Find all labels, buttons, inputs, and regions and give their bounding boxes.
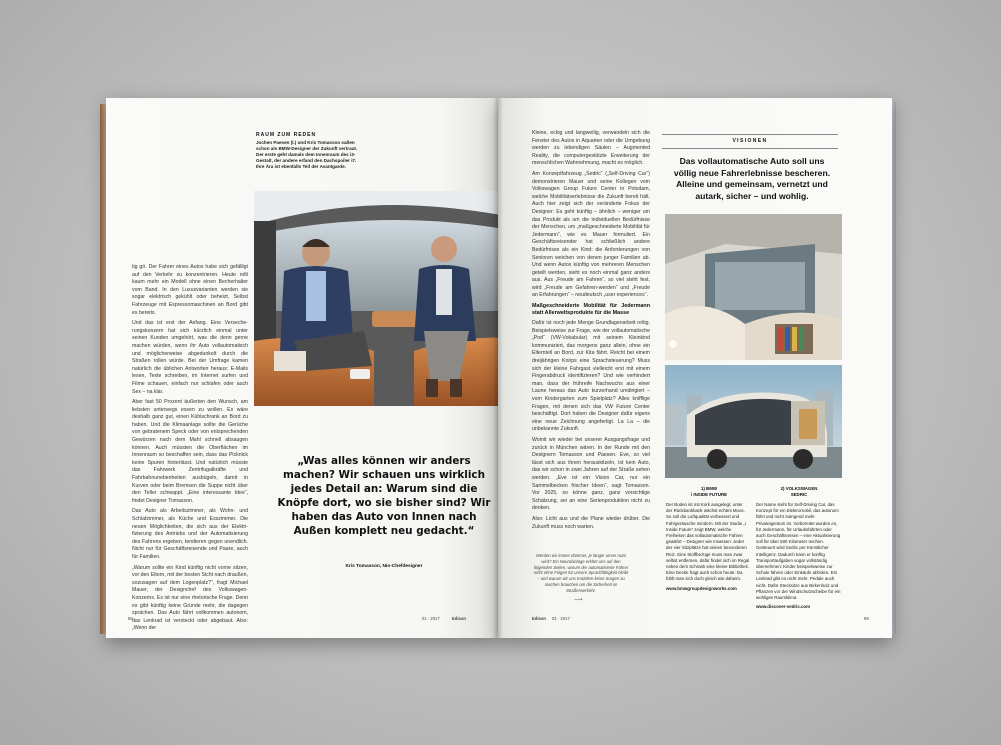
paragraph: Kleine, eckig und langweilig, verwandeln sich die Fenster des Autos in Aquarien oder die Umgebung werden zu lebendigen Säulen – Augmented Reality, die computergestützte Erweiterung der menschlichen Wahrnehmung, macht es möglich. (532, 130, 650, 167)
bmw-link[interactable]: www.bmwgroupdesignworks.com (666, 585, 737, 591)
sidebar-bmw (666, 502, 750, 592)
sedric-car-image (665, 365, 842, 478)
paragraph: Am Konzeptfahrzeug „Sedric“ („Self-Driving Car“) demonstrieren Mauer und seine Kollegen vom Volkswagen Group Future Center in Potsdam, welche Mobilitätserlebnisse die Zukunft bereit hält. Auch hier zeigt sich der veränderte Fokus der Designer: Es geht künftig – ähnlich – weniger um das Produkt als um die individuellen Bedürfnisse der Menschen, um „maßgeschneiderte Mobilität für Jedermann“, wie es Mauer formuliert. Ein Geschäftsreisender hat schließlich andere Bedürfnisse als ein Kind: die Anforderungen von Senioren weichen von denen junger Familien ab. Und wenn Autos künftig von mehreren Menschen geteilt werden, sieht es noch einmal ganz anders aus. Aus „Freude am Fahren“, so viel steht fest, wird „Freude am Gefahren-werden“ und „Freude an Erfahrungen“ – neudeutsch „user experiences“. (532, 170, 650, 299)
lead-text: Das vollautomatische Auto soll uns völlig neue Fahrerlebnisse bescheren. Alleine und gemeinsam, vernetzt und autark, sicher – und wohlig. (673, 156, 831, 201)
bmw-interior-image (665, 214, 842, 360)
page-number-right: 89 (864, 616, 869, 621)
right-column (532, 130, 650, 534)
paragraph: tig gö. Der Fahrer eines Autos habe sich gefälligt auf den Verkehr zu konzentrieren. Heute rollt kaum mehr ein Modell ohne einen Becherhalter vom Band. In den Luxusvarianten werden sie sogar elektrisch gekühlt oder beheizt. Selbst Fahrzeuge mit Espressomaschinen an Bord gibt es bereits. (132, 264, 248, 316)
issue-date-left: 01 · 2017 (422, 616, 440, 621)
paragraph: Dafür ist noch jede Menge Grundlagenarbeit nötig. Beispielsweise zur Frage, wie der vollautomatische „Pod“ (VW-Vokabular) mit seinem Kleinkind kommuniziert, das morgens ganz allein, ohne ein Elternteil an Bord, zur Kita fährt. Reicht bei einem dreijährigen Knirps eine Sprachsteuerung? Muss sich der kleine Fahrgast vielleicht erst mit einem Fingerabdruck identifizieren? Und wie verhindert man, dass der frühreife Nachwuchs aus einer Laune heraus das Auto kurzerhand umdirigiert – vom Kindergarten zum Spielplatz? Alles knifflige Fragen, mit denen sich das VW Future Center beschäftigt. Dort haben die Designer dafür eigens eine neue Zeichnung angefertigt. La La – die unbekannte Zukunft. (532, 320, 650, 433)
bmw-interior-illustration (665, 214, 842, 360)
left-page (106, 98, 498, 638)
sidebar-text: Der Name steht für Self-Driving Car, das Konzept für ein Elektromobil, das autonom fährt und nicht zwingend mehr Privateigentum ist. Vorbereitet wurden es, für Jedermann, für Urlaubsfahrten oder auch Geschäftsreisen – eine Aktualisierung soll für über 500 Kilometer reichen. Gesteuert wird Sedric per Künstlicher Intelligenz. Dadurch kann er künftig Transportaufgaben sogar vollständig übernehmen: Kinder beispielsweise zur Schule fahren oder Einkäufe abholen. Ein Lenkrad gibt es nicht mehr. Pedale auch nicht. Dafür Stecksitze aus Birkenholz und Pflanzen vor der Windschutzscheibe für ein wohliges Raumklima. (756, 502, 841, 601)
paragraph: Aber fast 50 Prozent äußerten den Wunsch, am liebsten unterwegs essen zu wollen. Es wäre deshalb ganz gut, einen Kühlschrank an Bord zu haben. Und die Klimaanlage sollte die Gerüche von gebratenem Speck oder von entsprechenden Gewürzen nach dem Mahl schnell absaugen können. Auch müssten die Oberflächen im Innenraum so beschaffen sein, dass das Picknick keine Spuren hinterlässt. Und natürlich müsste das Fahrwerk Zentrifugalkräfte und Fahrbahnunebenheiten ausbügeln, damit in Kurven oder beim Bremsen die Suppe nicht über den Teller schwappt. „Eine interessante Idee“, findet Designer Tomasson. (132, 399, 248, 504)
page-number-left: 88 (128, 616, 133, 621)
issue-date-right: 01 · 2017 (552, 616, 570, 621)
sidebar-sedric (756, 502, 842, 610)
caption-bmw-title: 1) BMW i INSIDE FUTURE (690, 486, 728, 497)
caption-sedric-title: 2) VOLKSWAGEN SEDRIC (780, 486, 818, 497)
divider (662, 134, 838, 135)
paragraph: Und das ist erst der Anfang. Eine Versecherungskonzern hat sich kürzlich einmal unter seinen Kunden umgehört, was die denn gerne machen würden, wenn ihr Auto vollautomatisch und möglicherweise abgedunkelt durch die Straßen rollen würde. Bei der Umfrage kamen natürlich die üblichen Antworten heraus: E-Mails lesen, Texte schreiben, im Internet surfen und Filme schauen, einfach nur schlafen oder auch Sex – na klar. (132, 320, 248, 395)
teaser-note: Werden wir immer dümmer, je länger unser Auto wird? Ein Neurobiologe erklärt uns auf den folgenden Seiten, warum der automatisierte Fahrer nicht ohne Folgen für unsere Sprachfähigkeit bleibt – und warum wir uns trotzdem keine Sorgen zu machen brauchen um die Sicherheit im Straßenverkehr. (533, 553, 629, 593)
pull-quote: „Was alles können wir anders machen? Wir schauen uns wirklich jedes Detail an: Warum sind die Knöpfe dort, wo sie bisher sind? Wir haben das Auto von Innen nach Außen komplett neu gedacht.“ (277, 455, 491, 537)
sidebar-text: Der Boden ist mit Kork ausgelegt, unter der Rückbankbank wächst echtes Moos. So soll die Luftqualität verbessert und Fahrgeräusche mindern. Mit der Studie „i Inside Future“ zeigt BMW, welche Freiheiten das vollautomatische Fahren gewährt – Designer wie Insassen: Jeder der vier Sitzplätze hat seinen besonderen Reiz. Eine Stoffbezüge muss man zwar selbst entfernen, dafür findet sich im Regal neben dem Schrank eine kleine Bibliothek. Eine Decke fragt auch schon heute: Da fühlt man sich doch gleich wie daheim. (666, 502, 750, 582)
paragraph: Womit wir wieder bei unserer Ausgangsfrage und zurück in München wären. In der Runde mit den Designern Tomasson und Paesen. Eve, so viel lässt sich aus ihnen herauskitzeln, ist kein Auto, das wir schon in zwei Jahren auf der Straße sehen werden. „Eve ist ein Vision Car, nur ein Sammelbecken frischer Ideen“, sagt Tomasson. Vor 2025, so könne ganz, ganz vorsichtige Schätzung, sei an eine Serienproduktion nicht zu denken. (532, 436, 650, 512)
left-column (132, 264, 248, 636)
photo-caption: Jochen Paesen (l.) und Kris Tomasson saßen schon als BMW-Designer der Zukunft vertraut. Der erste geht damals dem Innenraum des i3-Gestalt, der andere erfand den Dachspoiler i7. Ihre Ära ist ebenfalls Teil der Avantgarde. (256, 140, 358, 169)
magazine-name-left: Edison (452, 616, 466, 621)
sedric-link[interactable]: www.discover-sedric.com (756, 604, 811, 610)
quote-author: Kris Tomasson, Nio-Chefdesigner (345, 564, 423, 569)
section-label: VISIONEN (732, 138, 768, 144)
divider (662, 148, 838, 149)
designers-photo (254, 191, 498, 406)
spine-shadow (493, 98, 503, 638)
car-interior-illustration (254, 191, 498, 406)
caption-heading: RAUM ZUM REDEN (256, 132, 317, 138)
arrow-icon: ⟶ (574, 597, 583, 603)
paragraph: Also: Licht aus und die Plane wieder drüber. Die Zukunft muss noch warten. (532, 515, 650, 530)
subheading: Maßgeschneiderte Mobilität für Jedermann statt Allerweltsprodukte für die Masse (532, 303, 650, 317)
open-magazine (100, 98, 900, 643)
sedric-car-illustration (665, 365, 842, 478)
paragraph: Das Auto als Arbeitszimmer, als Wohn- und Schlafzimmer, als Küche und Esszimmer. Die neuen Möglichkeiten, die sich aus der Elektrifizierung des Antriebs und der Automatisierung des Fahrens ergeben, tendieren gegen unendlich. Nicht nur für Geschäftsreisende und Paare, auch für Familien. (132, 508, 248, 560)
paragraph: „Warum sollte ein Kind künftig nicht vorne sitzen, vor den Eltern, mit der besten Sicht nach draußen, sozusagen auf dem Logenplatz?“, fragt Michael Mauer, der Designchef des Volkswagen-Konzerns. Es ist nur eine rhetorische Frage. Denn es gibt künftig keine Gründe mehr, die dagegen sprächen. Das Auto fährt vollkommen autonom, das Lenkrad ist versteckt oder abgebaut. Also: „Wenn der (132, 564, 248, 632)
magazine-name-right: Edison (532, 616, 546, 621)
